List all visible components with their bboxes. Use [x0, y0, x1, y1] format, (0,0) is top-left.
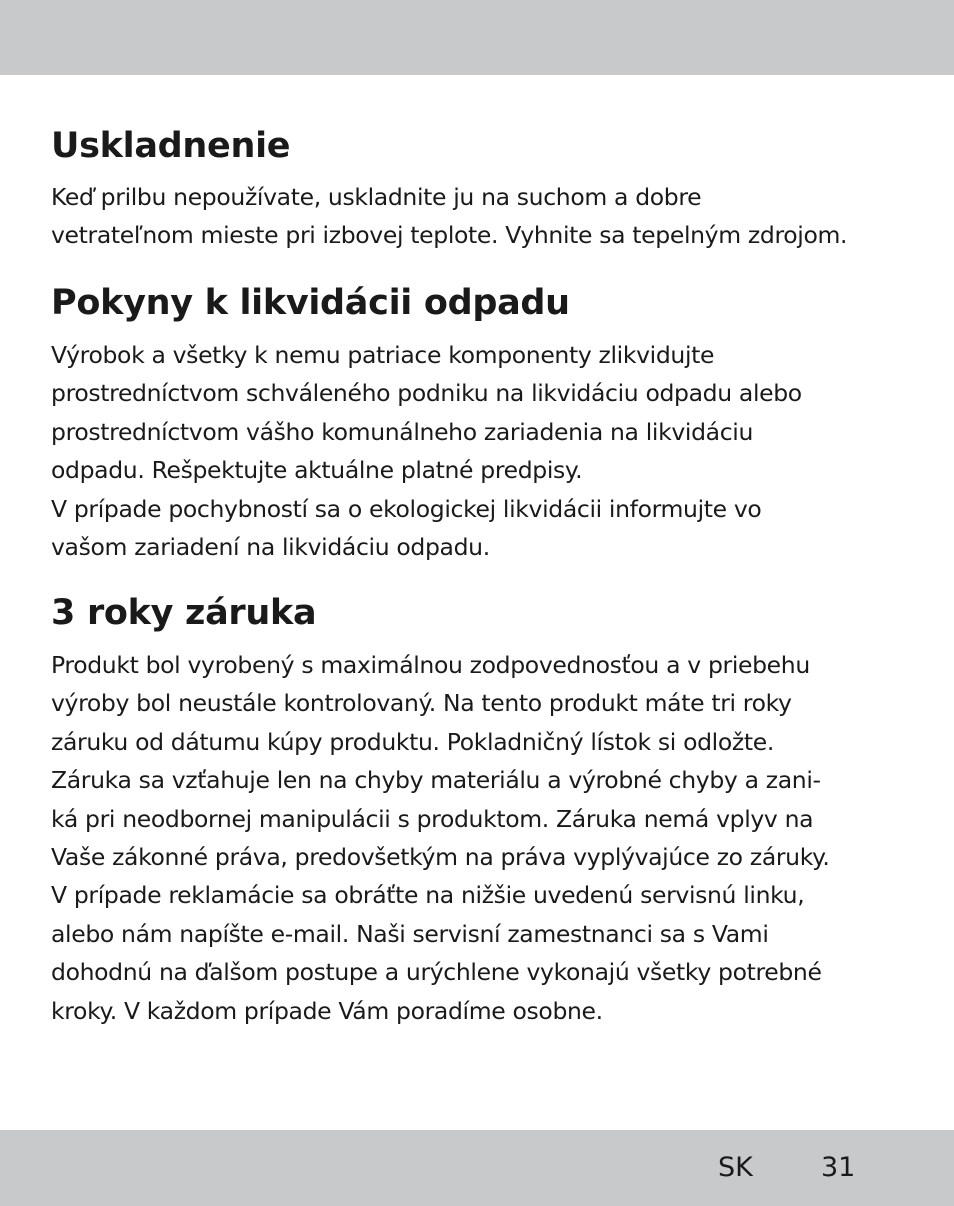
body-line: kroky. V každom prípade Vám poradíme osobne. [51, 996, 603, 1025]
section-title-warranty: 3 roky záruka [51, 593, 317, 633]
body-line: V prípade pochybností sa o ekologickej likvidácii informujte vo [51, 494, 762, 523]
section-body-warranty [51, 646, 829, 1030]
header-band [0, 0, 954, 75]
section-title-disposal: Pokyny k likvidácii odpadu [51, 283, 570, 323]
body-line: Záruka sa vzťahuje len na chyby materiálu a výrobné chyby a zani- [51, 766, 821, 795]
body-line: vašom zariadení na likvidáciu odpadu. [51, 532, 490, 561]
footer-band [0, 1130, 954, 1206]
body-line: prostredníctvom vášho komunálneho zariadenia na likvidáciu [51, 417, 753, 446]
body-line: výroby bol neustále kontrolovaný. Na tento produkt máte tri roky [51, 689, 792, 718]
section-body-storage [51, 178, 847, 255]
body-line: prostredníctvom schváleného podniku na likvidáciu odpadu alebo [51, 379, 802, 408]
body-line: záruku od dátumu kúpy produktu. Pokladničný lístok si odložte. [51, 727, 774, 756]
body-line: Keď prilbu nepoužívate, uskladnite ju na suchom a dobre [51, 183, 702, 211]
body-line: Produkt bol vyrobený s maximálnou zodpovednosťou a v priebehu [51, 651, 810, 679]
body-line: V prípade reklamácie sa obráťte na nižšie uvedenú servisnú linku, [51, 881, 805, 910]
language-code: SK [718, 1152, 753, 1183]
body-line: dohodnú na ďalšom postupe a urýchlene vykonajú všetky potrebné [51, 958, 822, 987]
body-line: odpadu. Rešpektujte aktuálne platné predpisy. [51, 456, 583, 485]
body-line: ká pri neodbornej manipulácii s produktom. Záruka nemá vplyv na [51, 804, 814, 833]
section-title-storage: Uskladnenie [51, 126, 291, 166]
body-line: Vaše zákonné práva, predovšetkým na práva vyplývajúce zo záruky. [51, 842, 830, 871]
body-line: vetrateľnom mieste pri izbovej teplote. Vyhnite sa tepelným zdrojom. [51, 221, 848, 250]
section-body-disposal [51, 336, 802, 566]
body-line: alebo nám napíšte e-mail. Naši servisní zamestnanci sa s Vami [51, 919, 769, 948]
body-line: Výrobok a všetky k nemu patriace komponenty zlikvidujte [51, 341, 715, 369]
page-number: 31 [821, 1152, 856, 1183]
